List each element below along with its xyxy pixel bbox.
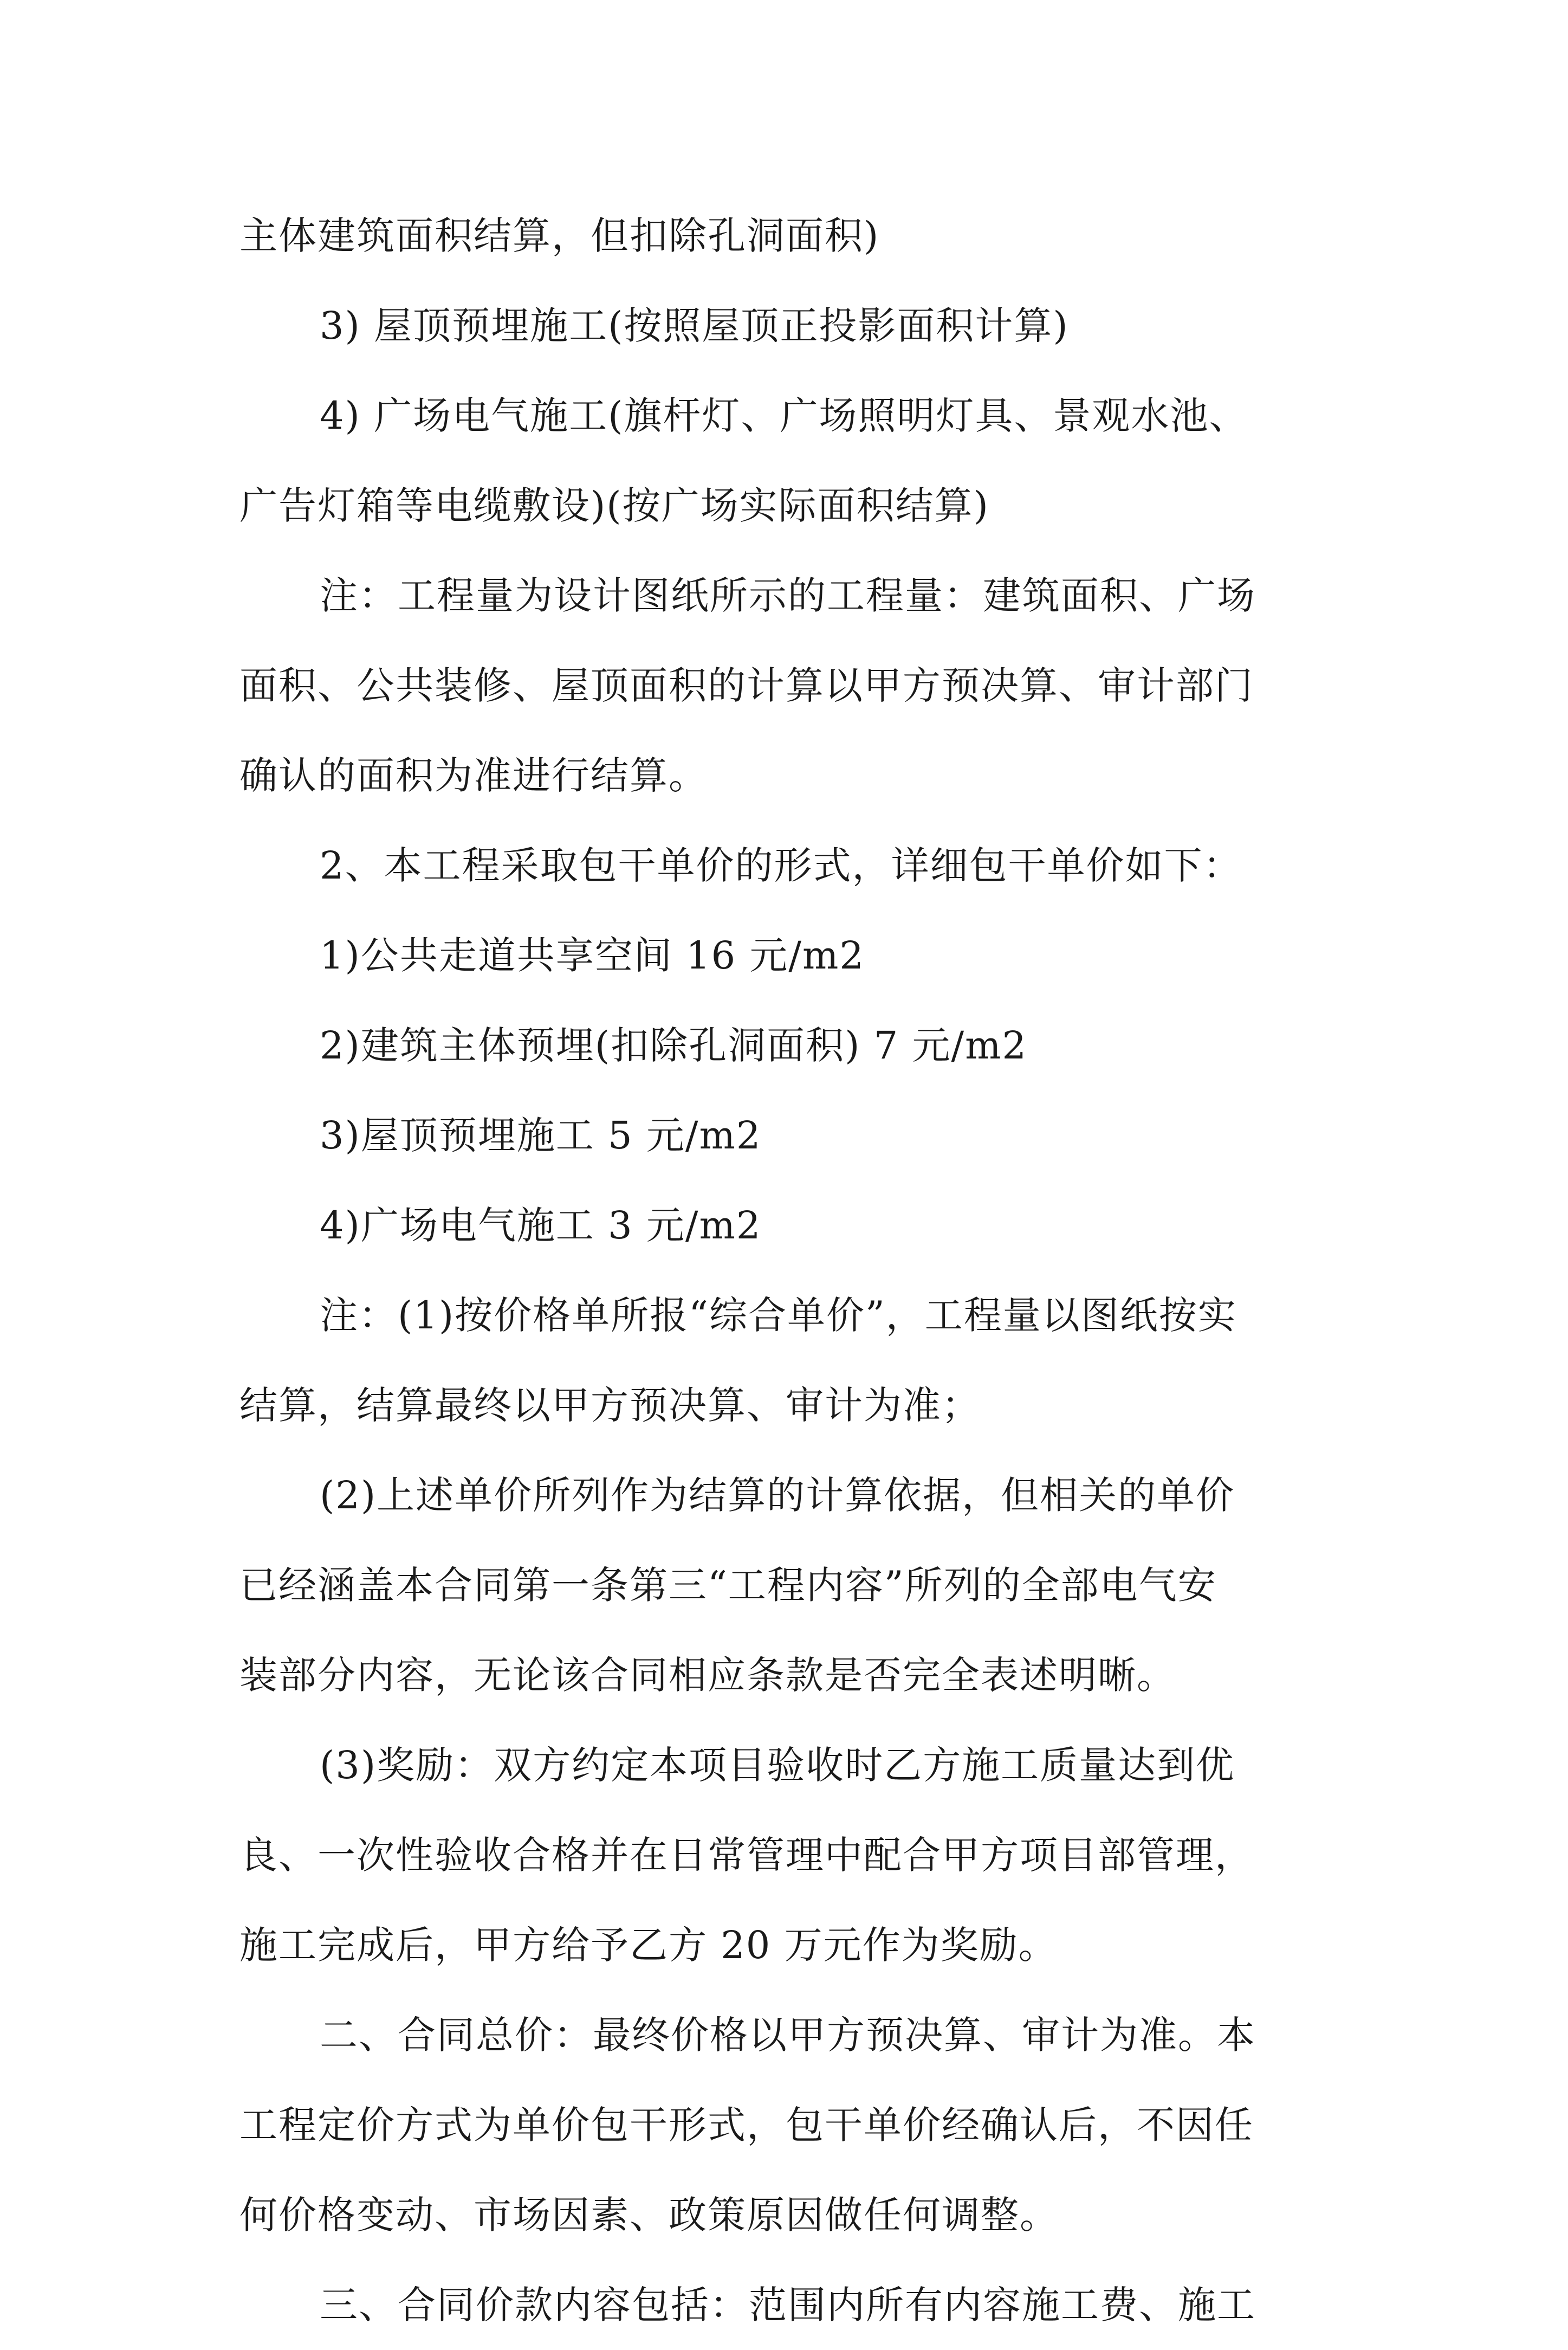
text-line: 结算，结算最终以甲方预决算、审计为准； [239,1383,981,1428]
text-line: 面积、公共装修、屋顶面积的计算以甲方预决算、审计部门 [239,663,1254,708]
text-line: 3)屋顶预埋施工 5 元/m2 [320,1113,762,1158]
text-line: 已经涵盖本合同第一条第三“工程内容”所列的全部电气安 [239,1563,1217,1607]
text-line: 工程定价方式为单价包干形式，包干单价经确认后，不因任 [239,2103,1254,2147]
text-line: 施工完成后，甲方给予乙方 20 万元作为奖励。 [239,1923,1058,1967]
document-body [239,191,1339,2350]
text-line: 何价格变动、市场因素、政策原因做任何调整。 [239,2193,1059,2237]
text-line: 二、合同总价：最终价格以甲方预决算、审计为准。本 [320,2013,1256,2057]
text-line: 注：工程量为设计图纸所示的工程量：建筑面积、广场 [320,573,1256,618]
text-line: 2)建筑主体预埋(扣除孔洞面积) 7 元/m2 [320,1023,1027,1068]
text-line: 2、本工程采取包干单价的形式，详细包干单价如下： [320,843,1242,888]
text-line: 广告灯箱等电缆敷设)(按广场实际面积结算) [239,483,989,528]
text-line: 良、一次性验收合格并在日常管理中配合甲方项目部管理， [239,1833,1254,1877]
text-line: 主体建筑面积结算，但扣除孔洞面积) [239,214,880,258]
text-line: 注：(1)按价格单所报“综合单价”，工程量以图纸按实 [320,1293,1237,1338]
text-line: 4) 广场电气施工(旗杆灯、广场照明灯具、景观水池、 [320,393,1248,438]
text-line: 4)广场电气施工 3 元/m2 [320,1203,762,1248]
text-line: 确认的面积为准进行结算。 [239,753,708,798]
text-line: 1)公共走道共享空间 16 元/m2 [320,933,865,978]
text-line: 三、合同价款内容包括：范围内所有内容施工费、施工 [320,2283,1256,2327]
text-line: (3)奖励：双方约定本项目验收时乙方施工质量达到优 [320,1743,1235,1787]
text-line: (2)上述单价所列作为结算的计算依据，但相关的单价 [320,1473,1235,1518]
text-line: 3) 屋顶预埋施工(按照屋顶正投影面积计算) [320,304,1069,348]
text-line: 装部分内容，无论该合同相应条款是否完全表述明晰。 [239,1653,1176,1697]
